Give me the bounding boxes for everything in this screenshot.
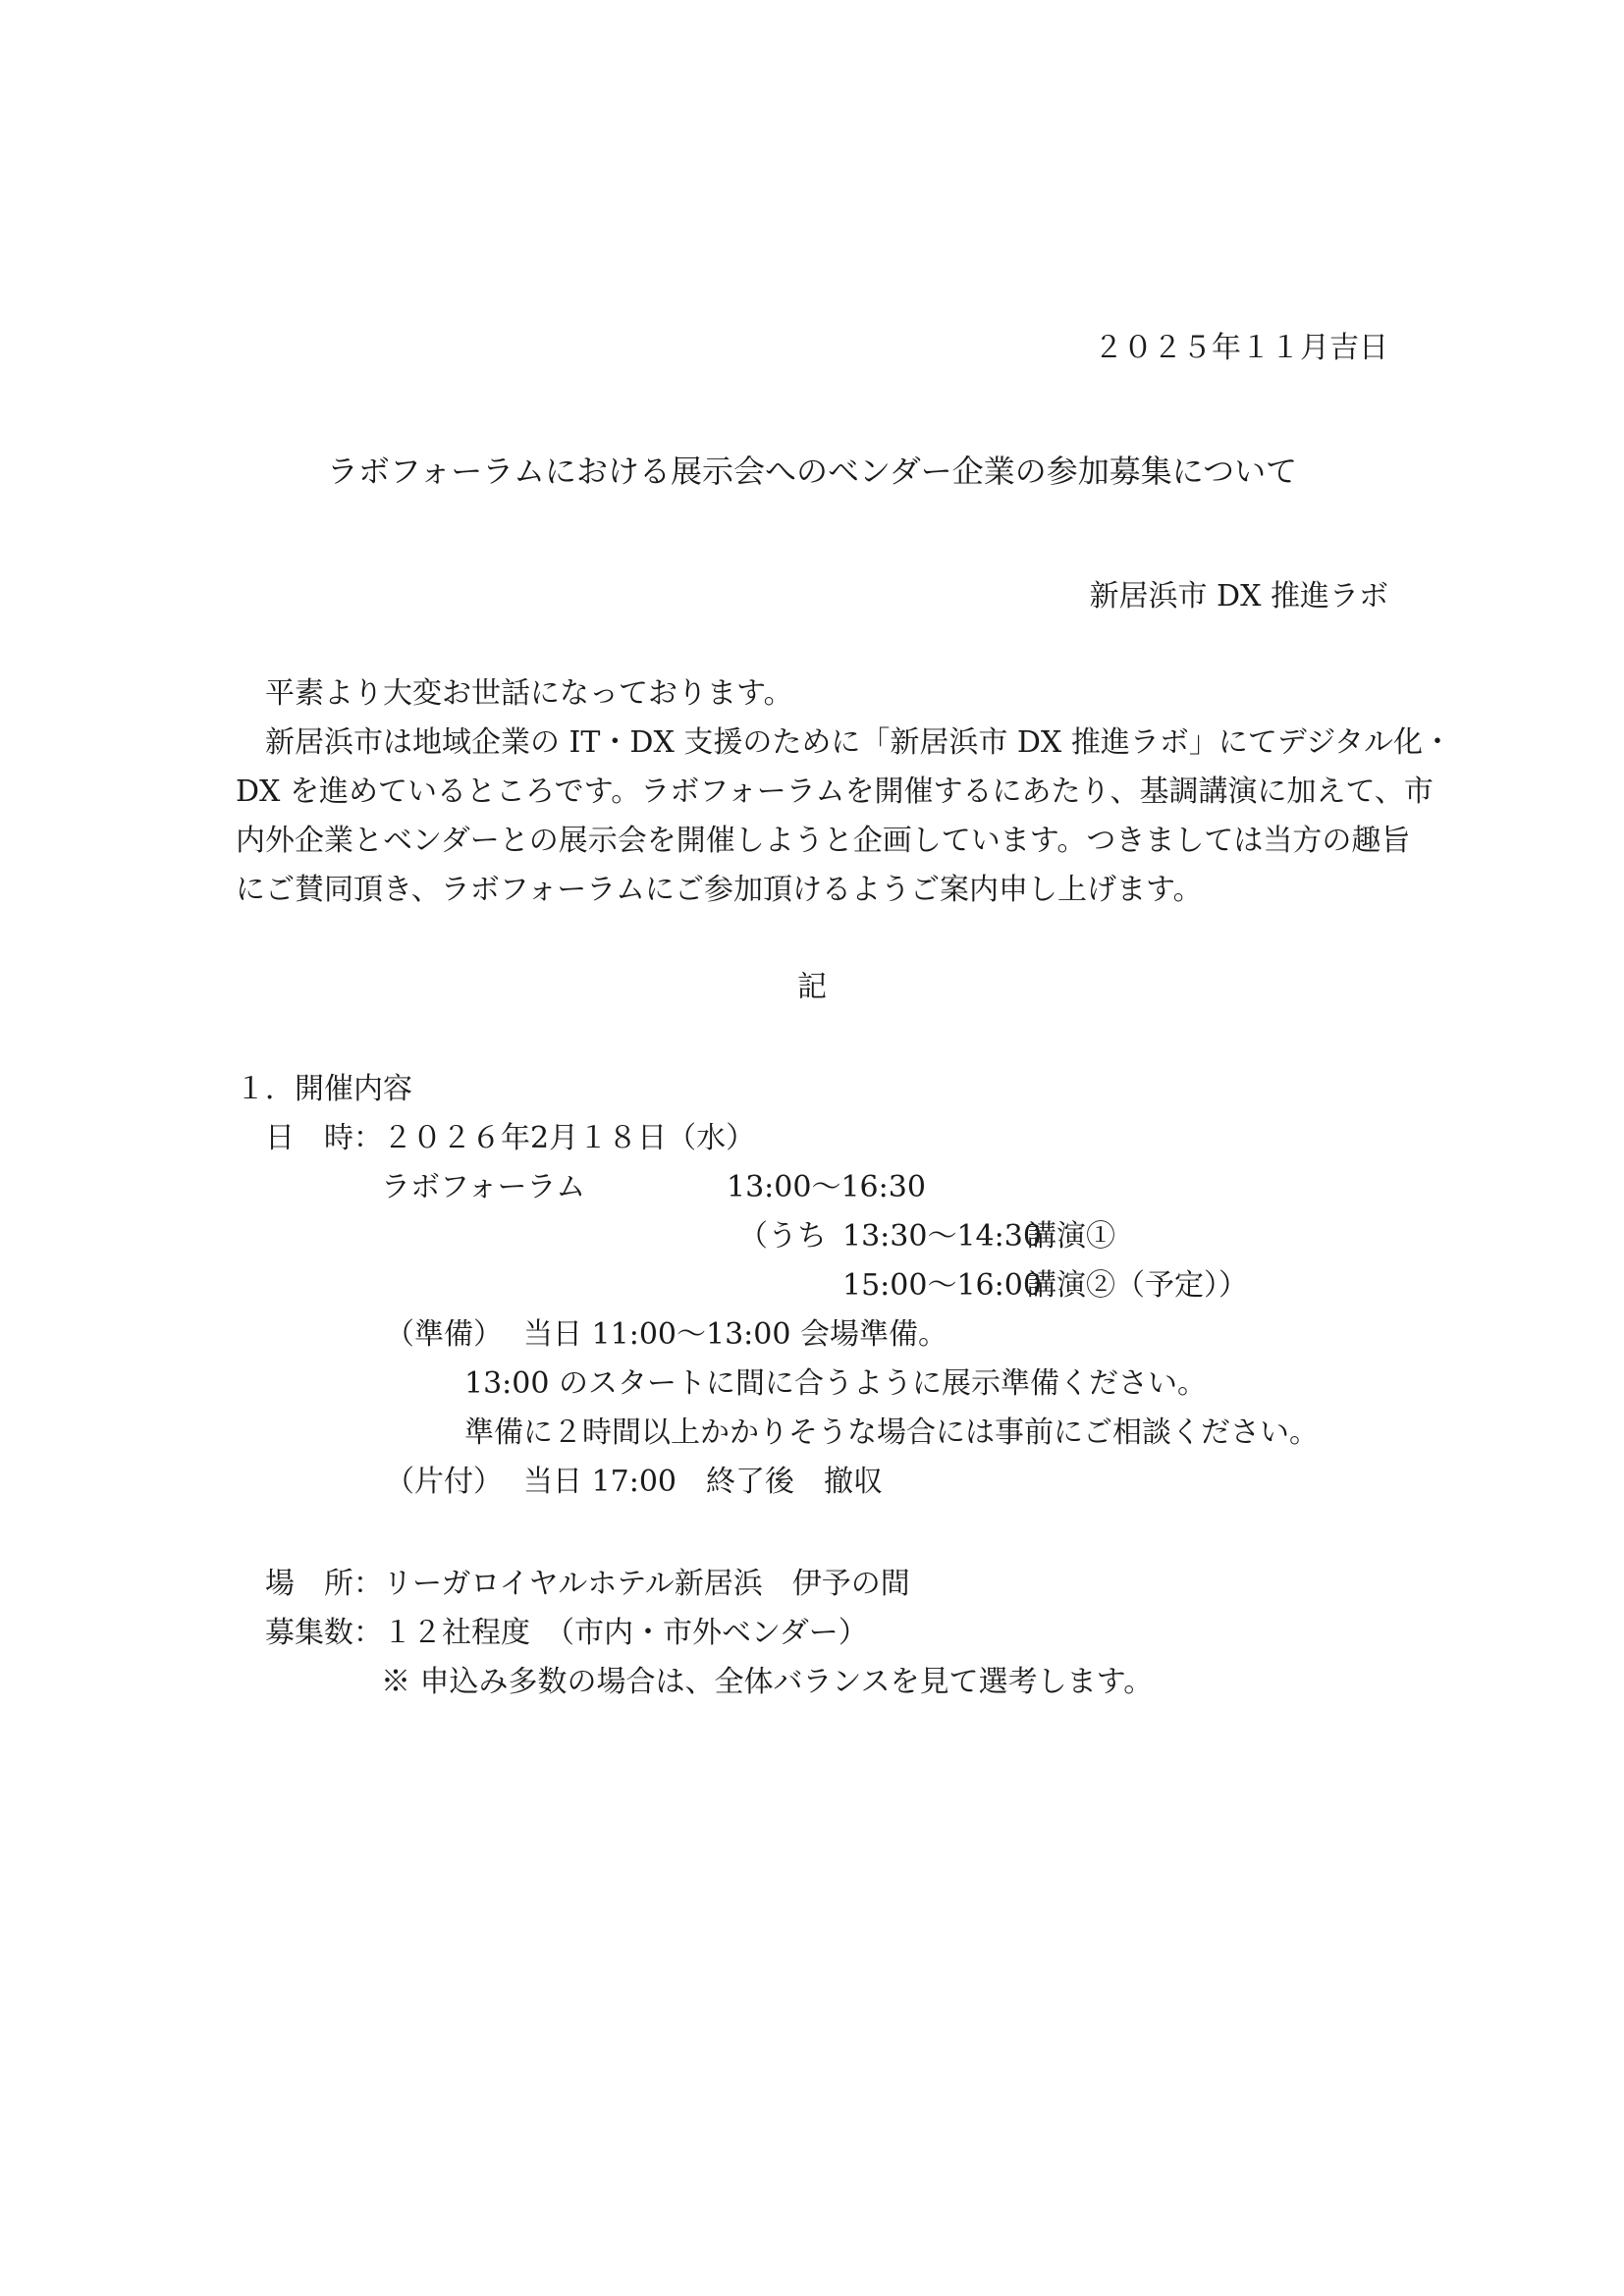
- lecture1-label: 講演①: [1027, 1219, 1115, 1254]
- document-title: ラボフォーラムにおける展示会へのベンダー企業の参加募集について: [326, 453, 1298, 490]
- lecture1-time: 13:30～14:30: [842, 1219, 1042, 1254]
- section-heading: １．開催内容: [236, 1072, 412, 1106]
- body-paragraph-line-3: 内外企業とベンダーとの展示会を開催しようと企画しています。つきましては当方の趣旨: [236, 824, 1411, 858]
- datetime-label: 日 時：: [265, 1121, 383, 1155]
- body-paragraph-line-1: 新居浜市は地域企業の IT・DX 支援のために「新居浜市 DX 推進ラボ」にてデジタル化・: [265, 725, 1453, 760]
- greeting-line: 平素より大変お世話になっております。: [265, 676, 793, 711]
- recruit-value: １２社程度 （市内・市外ベンダー）: [383, 1616, 868, 1650]
- organizer-name: 新居浜市 DX 推進ラボ: [1089, 579, 1388, 614]
- lecture1-prefix: （うち: [738, 1219, 827, 1254]
- ki-heading: 記: [797, 970, 827, 1004]
- cleanup-text: 当日 17:00 終了後 撤収: [523, 1465, 883, 1499]
- recruit-note: ※ 申込み多数の場合は、全体バランスを見て選考します。: [381, 1665, 1154, 1699]
- body-paragraph-line-2: DX を進めているところです。ラボフォーラムを開催するにあたり、基調講演に加えて、市: [236, 774, 1434, 809]
- prep-text: 当日 11:00～13:00 会場準備。: [523, 1317, 947, 1352]
- forum-label: ラボフォーラム: [381, 1170, 586, 1204]
- issue-date: ２０２５年１１月吉日: [1094, 331, 1388, 365]
- body-paragraph-line-4: にご賛同頂き、ラボフォーラムにご参加頂けるようご案内申し上げます。: [236, 873, 1203, 907]
- lecture2-label: 講演②（予定））: [1027, 1268, 1248, 1303]
- recruit-label: 募集数：: [265, 1616, 383, 1650]
- prep-label: （準備）: [385, 1317, 503, 1352]
- prep-note-1: 13:00 のスタートに間に合うように展示準備ください。: [464, 1366, 1207, 1401]
- cleanup-label: （片付）: [385, 1465, 503, 1499]
- prep-note-2: 準備に２時間以上かかりそうな場合には事前にご相談ください。: [464, 1415, 1319, 1450]
- venue-label: 場 所：: [265, 1567, 383, 1601]
- lecture2-time: 15:00～16:00: [842, 1268, 1042, 1303]
- datetime-value: ２０２６年2月１８日（水）: [383, 1121, 756, 1155]
- venue-value: リーガロイヤルホテル新居浜 伊予の間: [383, 1567, 910, 1601]
- forum-time: 13:00～16:30: [727, 1170, 926, 1204]
